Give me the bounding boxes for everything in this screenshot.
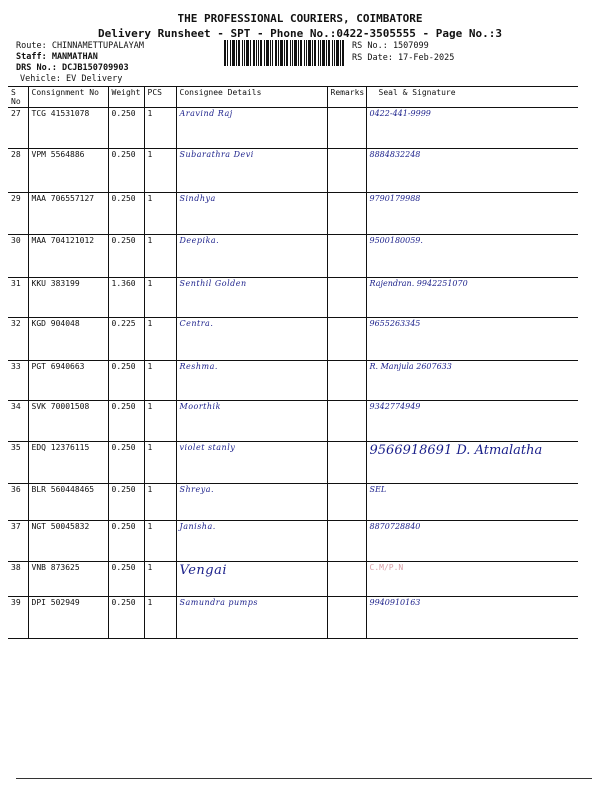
row-signature: 9940910163 — [366, 597, 578, 639]
row-sno: 31 — [8, 278, 28, 318]
row-pcs: 1 — [144, 401, 176, 442]
row-consignment: VNB 873625 — [28, 562, 108, 597]
row-signature: Rajendran. 9942251070 — [366, 278, 578, 318]
row-consignment: NGT 50045832 — [28, 521, 108, 562]
row-pcs: 1 — [144, 108, 176, 149]
row-pcs: 1 — [144, 521, 176, 562]
row-remarks — [327, 149, 366, 193]
row-pcs: 1 — [144, 235, 176, 278]
table-row — [8, 562, 578, 597]
row-weight: 0.250 — [108, 401, 144, 442]
row-sno: 30 — [8, 235, 28, 278]
row-pcs: 1 — [144, 149, 176, 193]
row-pcs: 1 — [144, 597, 176, 639]
row-sno: 27 — [8, 108, 28, 149]
row-consignment: EDQ 12376115 — [28, 442, 108, 484]
page-bottom-rule — [16, 778, 592, 779]
row-signature: 9790179988 — [366, 193, 578, 235]
table-row — [8, 278, 578, 318]
row-sno: 37 — [8, 521, 28, 562]
row-remarks — [327, 235, 366, 278]
header-weight: Weight — [108, 87, 144, 108]
row-signature: 0422-441-9999 — [366, 108, 578, 149]
row-consignee: Sindhya — [176, 193, 327, 235]
row-pcs: 1 — [144, 442, 176, 484]
row-signature: 9566918691 D. Atmalatha — [366, 442, 578, 484]
row-consignment: KGD 904048 — [28, 318, 108, 361]
row-consignment: MAA 704121012 — [28, 235, 108, 278]
row-remarks — [327, 108, 366, 149]
table-row — [8, 521, 578, 562]
row-weight: 0.250 — [108, 149, 144, 193]
row-consignment: BLR 560448465 — [28, 484, 108, 521]
row-pcs: 1 — [144, 318, 176, 361]
table-row — [8, 442, 578, 484]
rs-date: RS Date: 17-Feb-2025 — [352, 53, 455, 63]
row-weight: 0.225 — [108, 318, 144, 361]
header-remarks: Remarks — [327, 87, 366, 108]
row-pcs: 1 — [144, 278, 176, 318]
route: Route: CHINNAMETTUPALAYAM — [16, 41, 144, 51]
row-weight: 0.250 — [108, 108, 144, 149]
runsheet-title: Delivery Runsheet - SPT - Phone No.:0422-3505555 - Page No.:3 — [98, 27, 502, 40]
row-consignment: DPI 502949 — [28, 597, 108, 639]
row-pcs: 1 — [144, 361, 176, 401]
row-weight: 0.250 — [108, 361, 144, 401]
row-signature: C.M/P.N — [366, 562, 578, 597]
vehicle: Vehicle: EV Delivery — [20, 74, 123, 84]
row-consignee: Senthil Golden — [176, 278, 327, 318]
row-consignee: Samundra pumps — [176, 597, 327, 639]
row-signature: 9342774949 — [366, 401, 578, 442]
row-sno: 28 — [8, 149, 28, 193]
row-consignment: PGT 6940663 — [28, 361, 108, 401]
header-sno: S No — [8, 87, 28, 108]
row-weight: 0.250 — [108, 442, 144, 484]
table-row — [8, 318, 578, 361]
header-consignment: Consignment No — [28, 87, 108, 108]
row-sno: 29 — [8, 193, 28, 235]
table-row — [8, 235, 578, 278]
row-consignee: Moorthik — [176, 401, 327, 442]
row-pcs: 1 — [144, 562, 176, 597]
row-consignment: MAA 706557127 — [28, 193, 108, 235]
row-sno: 39 — [8, 597, 28, 639]
row-weight: 1.360 — [108, 278, 144, 318]
row-sno: 33 — [8, 361, 28, 401]
row-remarks — [327, 318, 366, 361]
row-signature: 9655263345 — [366, 318, 578, 361]
row-signature: SEL — [366, 484, 578, 521]
table-header-row — [8, 87, 578, 108]
table-row — [8, 401, 578, 442]
row-sno: 38 — [8, 562, 28, 597]
staff: Staff: MANMATHAN — [16, 52, 98, 62]
row-consignee: Aravind Raj — [176, 108, 327, 149]
row-remarks — [327, 361, 366, 401]
row-signature: 8870728840 — [366, 521, 578, 562]
row-remarks — [327, 484, 366, 521]
runsheet-table — [8, 86, 578, 639]
row-consignee: Subarathra Devi — [176, 149, 327, 193]
row-consignee: Janisha. — [176, 521, 327, 562]
table-row — [8, 361, 578, 401]
barcode-graphic — [224, 40, 344, 66]
row-sno: 34 — [8, 401, 28, 442]
row-weight: 0.250 — [108, 235, 144, 278]
row-remarks — [327, 401, 366, 442]
header-pcs: PCS — [144, 87, 176, 108]
row-consignment: TCG 41531078 — [28, 108, 108, 149]
row-remarks — [327, 442, 366, 484]
row-sno: 32 — [8, 318, 28, 361]
row-remarks — [327, 193, 366, 235]
row-sno: 35 — [8, 442, 28, 484]
row-weight: 0.250 — [108, 597, 144, 639]
row-consignee: Shreya. — [176, 484, 327, 521]
table-row — [8, 193, 578, 235]
row-weight: 0.250 — [108, 521, 144, 562]
row-weight: 0.250 — [108, 484, 144, 521]
table-row — [8, 484, 578, 521]
row-weight: 0.250 — [108, 562, 144, 597]
row-signature: 8884832248 — [366, 149, 578, 193]
row-consignee: Deepika. — [176, 235, 327, 278]
row-weight: 0.250 — [108, 193, 144, 235]
row-pcs: 1 — [144, 193, 176, 235]
row-remarks — [327, 521, 366, 562]
row-remarks — [327, 597, 366, 639]
header-consignee: Consignee Details — [176, 87, 327, 108]
row-sno: 36 — [8, 484, 28, 521]
row-consignee: Vengai — [176, 562, 327, 597]
row-consignee: violet stanly — [176, 442, 327, 484]
row-consignment: VPM 5564886 — [28, 149, 108, 193]
row-consignment: SVK 70001508 — [28, 401, 108, 442]
rs-number: RS No.: 1507099 — [352, 41, 429, 51]
table-row — [8, 149, 578, 193]
row-consignee: Centra. — [176, 318, 327, 361]
table-row — [8, 108, 578, 149]
row-consignee: Reshma. — [176, 361, 327, 401]
row-signature: R. Manjula 2607633 — [366, 361, 578, 401]
table-row — [8, 597, 578, 639]
row-consignment: KKU 383199 — [28, 278, 108, 318]
drs-number: DRS No.: DCJB150709903 — [16, 63, 129, 73]
row-signature: 9500180059. — [366, 235, 578, 278]
row-remarks — [327, 562, 366, 597]
header-seal: Seal & Signature — [366, 87, 578, 108]
company-title: THE PROFESSIONAL COURIERS, COIMBATORE — [177, 12, 423, 25]
row-remarks — [327, 278, 366, 318]
row-pcs: 1 — [144, 484, 176, 521]
